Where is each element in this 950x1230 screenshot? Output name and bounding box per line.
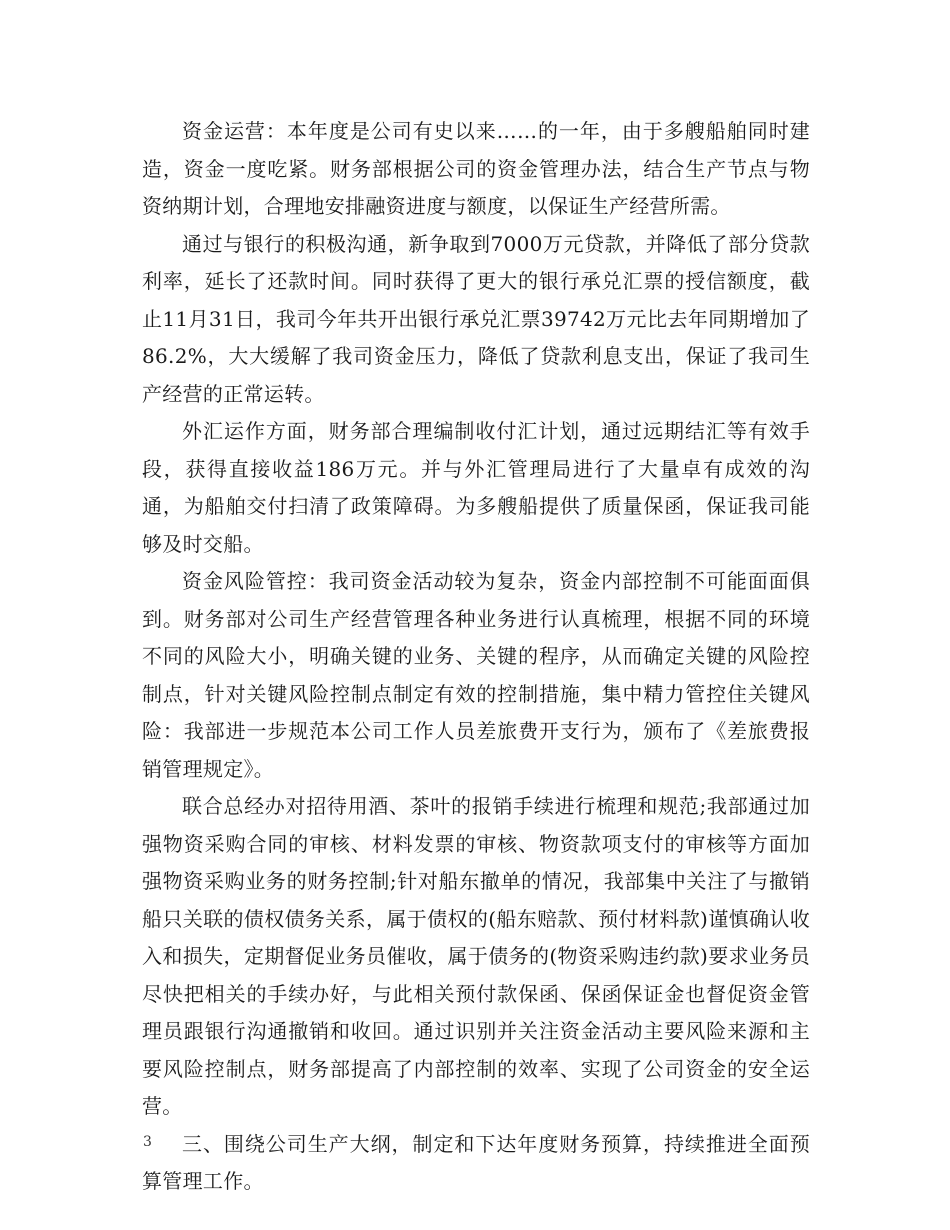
paragraph-risk-control: 资金风险管控：我司资金活动较为复杂，资金内部控制不可能面面俱到。财务部对公司生产经营管理各种业务进行认真梳理，根据不同的环境不同的风险大小，明确关键的业务、关键的程序，从而确定关键的风险控制点，针对关键风险控制点制定有效的控制措施，集中精力管控住关键风险：我部进一步规范本公司工作人员差旅费开支行为，颁布了《差旅费报销管理规定》。	[142, 569, 810, 781]
paragraph-bank-communication: 通过与银行的积极沟通，新争取到7000万元贷款，并降低了部分贷款利率，延长了还款时间。同时获得了更大的银行承兑汇票的授信额度，截止11月31日，我司今年共开出银行承兑汇票39742万元比去年同期增加了86.2%，大大缓解了我司资金压力，降低了贷款利息支出，保证了我司生产经营的正常运转。	[142, 231, 810, 406]
paragraph-budget-heading: 三、围绕公司生产大纲，制定和下达年度财务预算，持续推进全面预算管理工作。	[142, 1131, 810, 1193]
paragraph-capital-operation: 资金运营：本年度是公司有史以来……的一年，由于多艘船舶同时建造，资金一度吃紧。财务部根据公司的资金管理办法，结合生产节点与物资纳期计划，合理地安排融资进度与额度，以保证生产经营所需。	[142, 119, 810, 218]
paragraph-foreign-exchange: 外汇运作方面，财务部合理编制收付汇计划，通过远期结汇等有效手段，获得直接收益186万元。并与外汇管理局进行了大量卓有成效的沟通，为船舶交付扫清了政策障碍。为多艘船提供了质量保函，保证我司能够及时交船。	[142, 419, 810, 556]
page-number: 3	[143, 1134, 152, 1150]
document-body	[142, 113, 810, 1201]
paragraph-joint-review: 联合总经办对招待用酒、茶叶的报销手续进行梳理和规范;我部通过加强物资采购合同的审核、材料发票的审核、物资款项支付的审核等方面加强物资采购业务的财务控制;针对船东撤单的情况，我部集中关注了与撤销船只关联的债权债务关系，属于债权的(船东赔款、预付材料款)谨慎确认收入和损失，定期督促业务员催收，属于债务的(物资采购违约款)要求业务员尽快把相关的手续办好，与此相关预付款保函、保函保证金也督促资金管理员跟银行沟通撤销和收回。通过识别并关注资金活动主要风险来源和主要风险控制点，财务部提高了内部控制的效率、实现了公司资金的安全运营。	[142, 794, 810, 1118]
